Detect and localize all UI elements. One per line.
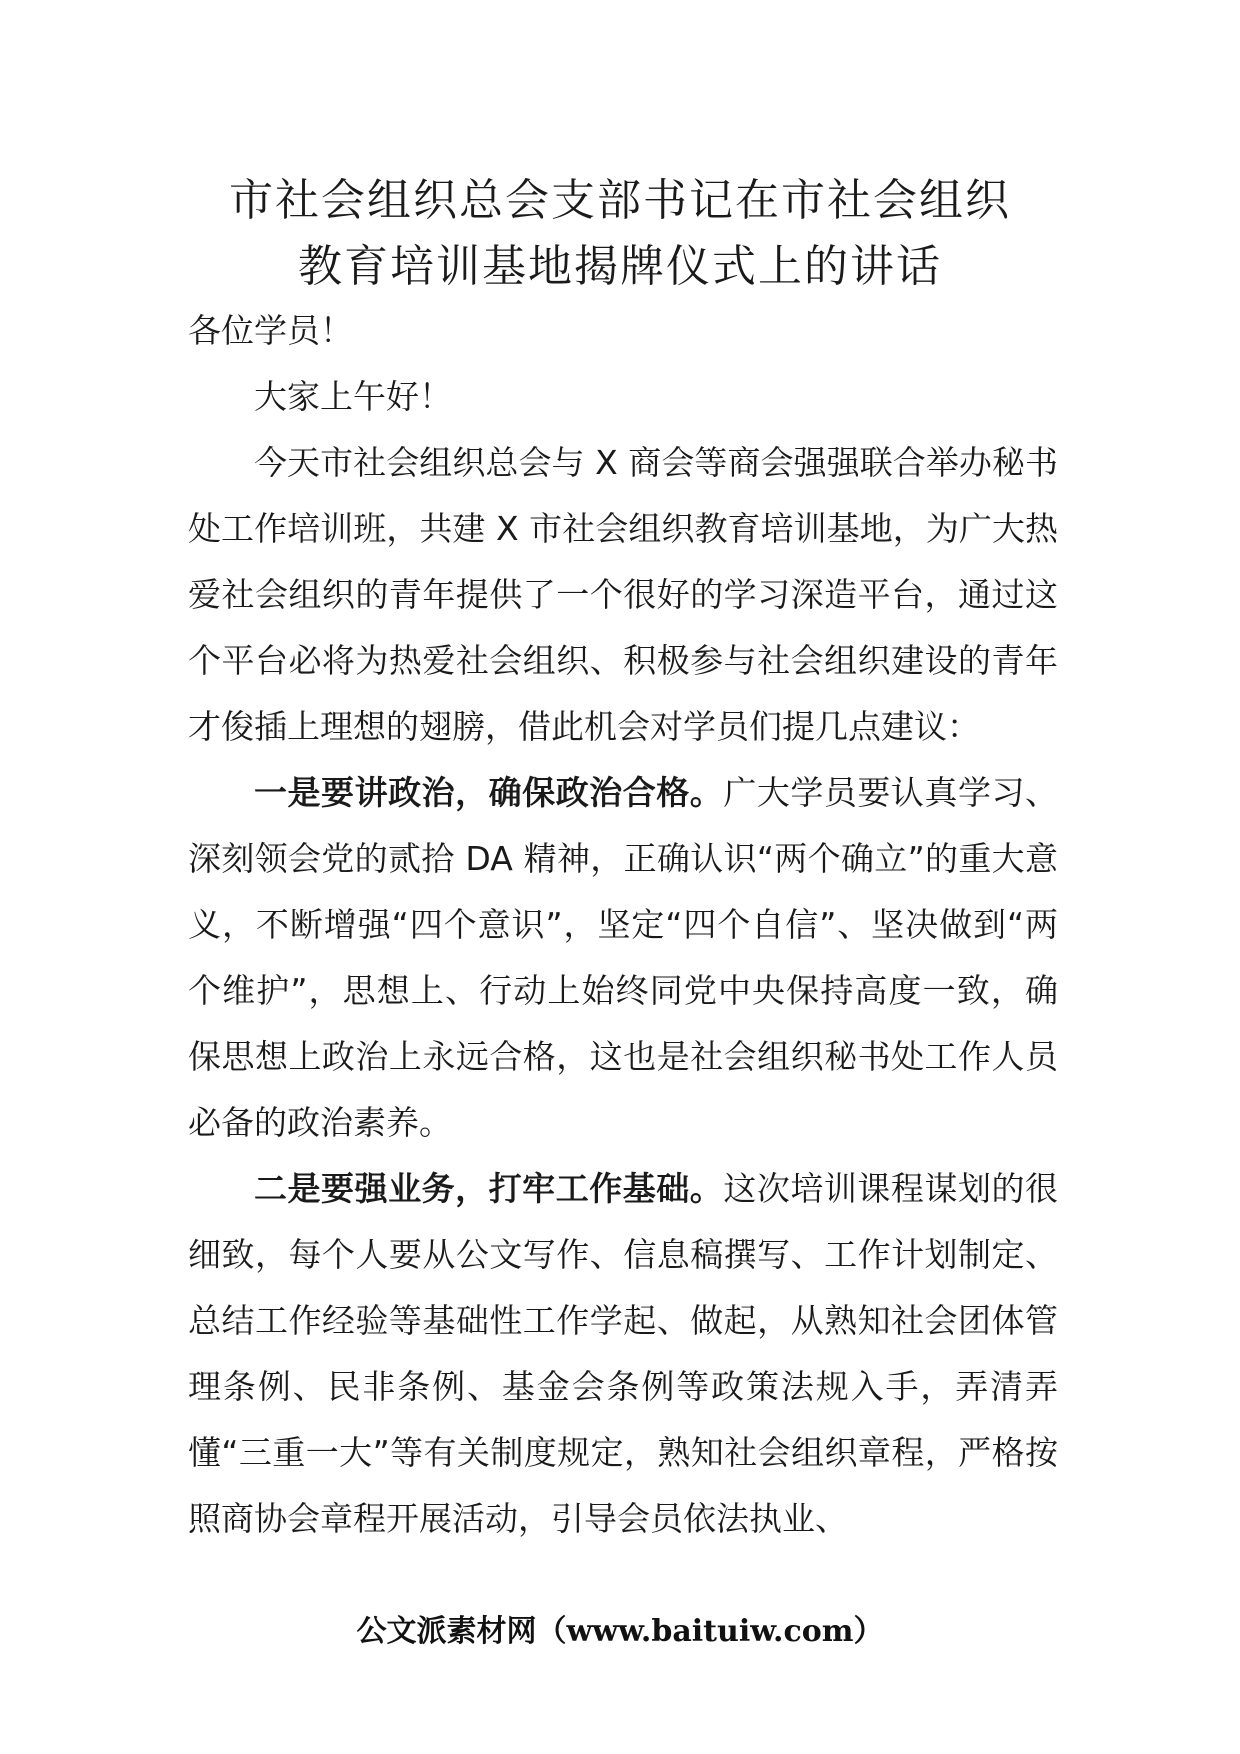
point-1-paragraph bbox=[188, 760, 1058, 1156]
document-title-line-1: 市社会组织总会支部书记在市社会组织 bbox=[229, 175, 1011, 226]
point-1-body: 广大学员要认真学习、深刻领会党的贰拾 DA 精神，正确认识“两个确立”的重大意义，不断增强“四个意识”，坚定“四个自信”、坚决做到“两个维护”，思想上、行动上始终同党中央保持高度一致，确保思想上政治上永远合格，这也是社会组织秘书处工作人员必备的政治素养。 bbox=[188, 773, 1059, 1142]
salutation: 各位学员！ bbox=[188, 311, 353, 350]
point-1-heading: 一是要讲政治，确保政治合格。 bbox=[254, 773, 724, 812]
document-title-line-2: 教育培训基地揭牌仪式上的讲话 bbox=[298, 241, 942, 292]
intro-paragraph: 今天市社会组织总会与 X 商会等商会强强联合举办秘书处工作培训班，共建 X 市社会组织教育培训基地，为广大热爱社会组织的青年提供了一个很好的学习深造平台，通过这个平台必将为热爱社会组织、积极参与社会组织建设的青年才俊插上理想的翅膀，借此机会对学员们提几点建议： bbox=[188, 443, 1058, 746]
document-body bbox=[188, 298, 1058, 1552]
point-2-body: 这次培训课程谋划的很细致，每个人要从公文写作、信息稿撰写、工作计划制定、总结工作经验等基础性工作学起、做起，从熟知社会团体管理条例、民非条例、基金会条例等政策法规入手，弄清弄懂“三重一大”等有关制度规定，熟知社会组织章程，严格按照商协会章程开展活动，引导会员依法执业、 bbox=[188, 1169, 1059, 1538]
greeting: 大家上午好！ bbox=[254, 377, 452, 416]
footer-watermark: 公文派素材网（www.baituiw.com） bbox=[356, 1614, 884, 1649]
point-2-paragraph bbox=[188, 1156, 1058, 1552]
point-2-heading: 二是要强业务，打牢工作基础。 bbox=[254, 1169, 724, 1208]
